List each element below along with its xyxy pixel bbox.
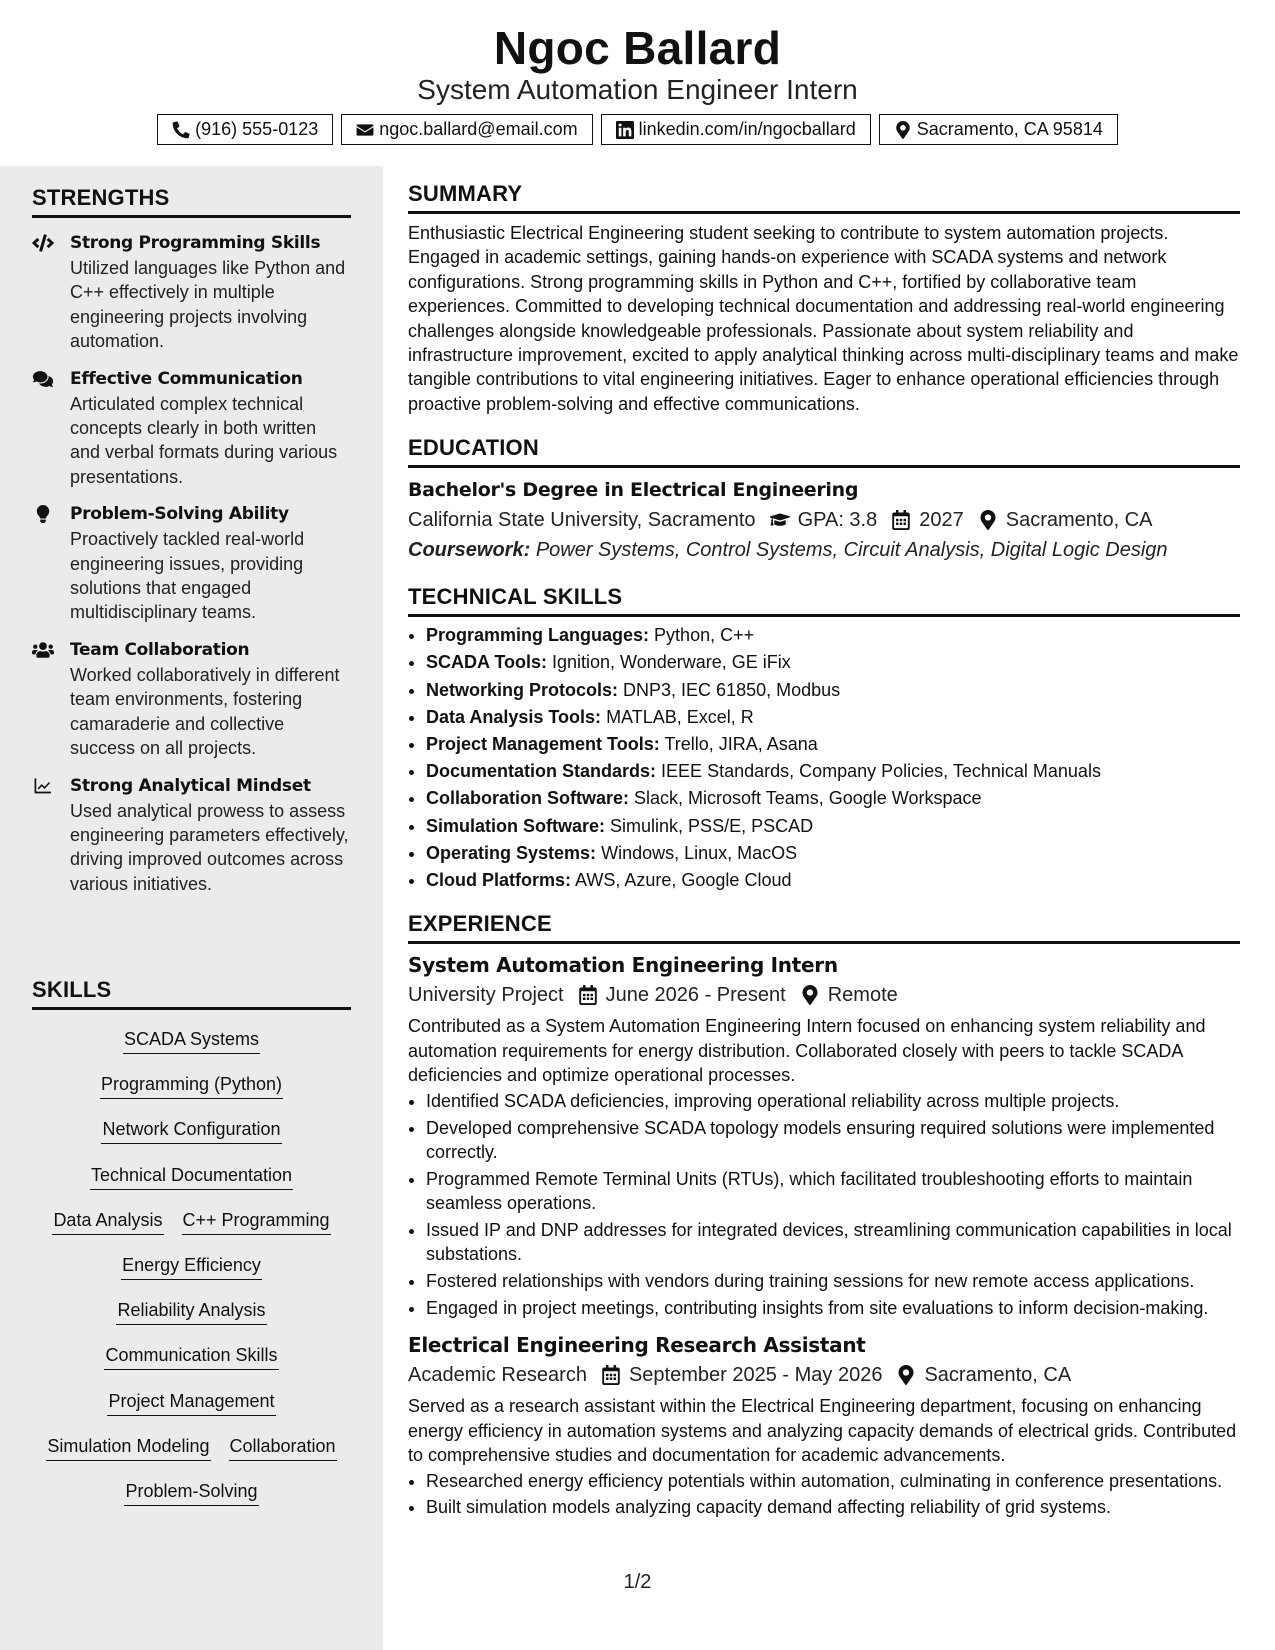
job-summary: Served as a research assistant within the Electrical Engineering department, focusing on enhancing energy efficiency in automation systems and analyzing capacity demands of electrical grids. Contributed to comprehensive studies and documentation for academic advancements. xyxy=(408,1396,1237,1466)
strengths-heading: STRENGTHS xyxy=(32,184,351,218)
summary-section xyxy=(408,180,1240,416)
skill-label: Data Analysis Tools: xyxy=(426,706,602,727)
list-item: • Identified SCADA deficiencies, improving operational reliability across multiple projects. xyxy=(426,1089,1240,1113)
technical-skills-section xyxy=(408,583,1240,892)
strengths-list xyxy=(32,230,351,908)
skill-label: Collaboration Software: xyxy=(426,788,630,809)
strength-desc: Proactively tackled real-world engineering issues, providing solutions that engaged multidisciplinary teams. xyxy=(70,529,305,623)
skill-label: Simulation Software: xyxy=(426,815,606,836)
job-location: Remote xyxy=(827,984,898,1007)
list-item xyxy=(426,650,1240,674)
map-pin-icon xyxy=(978,510,998,530)
job-bullets xyxy=(408,1469,1240,1520)
sidebar xyxy=(0,166,383,1650)
skill-label: Project Management Tools: xyxy=(426,734,660,755)
skill-chip: Reliability Analysis xyxy=(116,1297,266,1325)
skill-chip: C++ Programming xyxy=(182,1207,331,1235)
job-title: Electrical Engineering Research Assistant xyxy=(408,1333,866,1358)
skill-chip: Technical Documentation xyxy=(90,1162,293,1190)
strength-title: Team Collaboration xyxy=(70,639,250,660)
degree-title: Bachelor's Degree in Electrical Engineering xyxy=(408,479,859,502)
experience-section xyxy=(408,910,1240,1519)
graduation-cap-icon xyxy=(770,510,790,530)
skill-chip: Programming (Python) xyxy=(100,1071,283,1099)
strength-title: Strong Analytical Mindset xyxy=(70,775,311,796)
candidate-role: System Automation Engineer Intern xyxy=(417,74,858,105)
graduation-year: 2027 xyxy=(919,509,964,532)
skills-chips xyxy=(32,1026,351,1523)
list-item xyxy=(426,623,1240,647)
contact-location xyxy=(879,114,1118,145)
main-column xyxy=(408,166,1240,1522)
list-item xyxy=(426,759,1240,783)
map-pin-icon xyxy=(894,121,912,139)
coursework-label: Coursework: xyxy=(408,539,531,562)
job-dates: June 2026 - Present xyxy=(605,984,786,1007)
list-item xyxy=(426,678,1240,702)
list-item: • Researched energy efficiency potentials within automation, culminating in conference presentations. xyxy=(426,1469,1240,1493)
skills-heading: SKILLS xyxy=(32,976,351,1010)
skill-chip: Network Configuration xyxy=(101,1116,281,1144)
list-item: • Fostered relationships with vendors during training sessions for new remote access applications. xyxy=(426,1269,1240,1293)
job-meta xyxy=(408,1360,1240,1390)
strength-title: Problem-Solving Ability xyxy=(70,504,289,525)
calendar-icon xyxy=(601,1365,621,1385)
skill-value: Trello, JIRA, Asana xyxy=(664,734,818,755)
strength-item xyxy=(32,366,351,490)
skill-value: Ignition, Wonderware, GE iFix xyxy=(552,652,791,673)
envelope-icon xyxy=(356,121,374,139)
skill-label: Programming Languages: xyxy=(426,625,650,646)
skill-value: DNP3, IEC 61850, Modbus xyxy=(623,679,841,700)
strength-title: Effective Communication xyxy=(70,368,303,389)
skill-chip: Project Management xyxy=(107,1388,275,1416)
job-org: University Project xyxy=(408,984,564,1007)
skill-chip: SCADA Systems xyxy=(123,1026,260,1054)
code-icon xyxy=(32,230,70,354)
strength-desc: Worked collaboratively in different team environments, fostering camaraderie and collective success on all projects. xyxy=(70,664,340,759)
skill-label: Networking Protocols: xyxy=(426,679,619,700)
strength-title: Strong Programming Skills xyxy=(70,233,321,253)
strength-item xyxy=(32,230,351,354)
job-org: Academic Research xyxy=(408,1364,587,1387)
technical-skills-heading: TECHNICAL SKILLS xyxy=(408,583,1240,617)
users-icon xyxy=(32,637,70,761)
strength-item xyxy=(32,501,351,625)
coursework-list: Power Systems, Control Systems, Circuit Analysis, Digital Logic Design xyxy=(535,539,1168,562)
contact-linkedin[interactable] xyxy=(601,114,871,145)
education-heading: EDUCATION xyxy=(408,434,1240,468)
list-item: • Built simulation models analyzing capacity demand affecting reliability of grid systems. xyxy=(426,1495,1240,1519)
strength-desc: Used analytical prowess to assess engineering parameters effectively, driving improved outcomes across various initiatives. xyxy=(70,800,349,894)
resume-header xyxy=(0,0,1275,166)
coursework xyxy=(408,535,1240,565)
list-item xyxy=(426,732,1240,756)
skill-chip: Simulation Modeling xyxy=(46,1433,210,1461)
skill-chip: Collaboration xyxy=(229,1433,337,1461)
list-item xyxy=(426,705,1240,729)
contact-bar xyxy=(0,114,1275,145)
strength-item xyxy=(32,773,351,897)
education-meta xyxy=(408,505,1240,535)
contact-phone[interactable] xyxy=(157,114,333,145)
experience-heading: EXPERIENCE xyxy=(408,910,1240,944)
skill-value: IEEE Standards, Company Policies, Technical Manuals xyxy=(661,761,1101,782)
contact-email-text: ngoc.ballard@email.com xyxy=(379,119,578,139)
skill-value: Windows, Linux, MacOS xyxy=(601,842,798,863)
strength-desc: Articulated complex technical concepts clearly in both written and verbal formats during various presentations. xyxy=(70,393,338,487)
gpa: GPA: 3.8 xyxy=(797,509,878,532)
list-item: • Engaged in project meetings, contributing insights from site evaluations to inform decision-making. xyxy=(426,1296,1240,1320)
job-summary: Contributed as a System Automation Engineering Intern focused on enhancing system reliability and automation requirements for energy distribution. Collaborated closely with peers to tackle SCADA deficiencies and optimize operational processes. xyxy=(408,1016,1206,1086)
skill-value: MATLAB, Excel, R xyxy=(606,706,754,727)
calendar-icon xyxy=(891,510,911,530)
education-section xyxy=(408,434,1240,565)
strength-desc: Utilized languages like Python and C++ effectively in multiple engineering projects involving automation. xyxy=(70,258,346,352)
job-bullets xyxy=(408,1089,1240,1321)
job-title: System Automation Engineering Intern xyxy=(408,953,838,978)
strength-item xyxy=(32,637,351,761)
contact-email[interactable] xyxy=(341,114,592,145)
skill-value: AWS, Azure, Google Cloud xyxy=(575,870,792,891)
skill-value: Slack, Microsoft Teams, Google Workspace xyxy=(634,788,982,809)
list-item xyxy=(426,786,1240,810)
summary-heading: SUMMARY xyxy=(408,180,1240,214)
skill-value: Simulink, PSS/E, PSCAD xyxy=(610,815,814,836)
contact-linkedin-text: linkedin.com/in/ngocballard xyxy=(638,119,856,139)
skill-chip: Energy Efficiency xyxy=(121,1252,262,1280)
education-location: Sacramento, CA xyxy=(1005,509,1153,532)
map-pin-icon xyxy=(800,985,820,1005)
contact-phone-text: (916) 555-0123 xyxy=(195,119,319,139)
phone-icon xyxy=(172,121,190,139)
list-item xyxy=(426,868,1240,892)
school-name: California State University, Sacramento xyxy=(408,509,756,532)
comments-icon xyxy=(32,366,70,490)
chart-line-icon xyxy=(32,773,70,897)
list-item xyxy=(426,814,1240,838)
list-item: • Programmed Remote Terminal Units (RTUs), which facilitated troubleshooting efforts to maintain seamless operations. xyxy=(426,1167,1240,1216)
calendar-icon xyxy=(578,985,598,1005)
list-item: • Developed comprehensive SCADA topology models ensuring required solutions were implemented correctly. xyxy=(426,1116,1240,1165)
skill-chip: Problem-Solving xyxy=(124,1478,258,1506)
technical-skills-list xyxy=(408,623,1240,892)
linkedin-icon xyxy=(616,121,634,139)
skill-label: SCADA Tools: xyxy=(426,652,547,673)
skill-value: Python, C++ xyxy=(654,625,755,646)
page-number: 1/2 xyxy=(623,1571,652,1593)
job-dates: September 2025 - May 2026 xyxy=(628,1364,883,1387)
map-pin-icon xyxy=(896,1365,916,1385)
skill-label: Documentation Standards: xyxy=(426,761,657,782)
job-meta xyxy=(408,980,1240,1010)
skill-chip: Communication Skills xyxy=(104,1342,278,1370)
skill-label: Cloud Platforms: xyxy=(426,870,572,891)
lightbulb-icon xyxy=(32,501,70,625)
skill-label: Operating Systems: xyxy=(426,842,597,863)
skill-chip: Data Analysis xyxy=(52,1207,163,1235)
job-location: Sacramento, CA xyxy=(924,1364,1072,1387)
list-item: • Issued IP and DNP addresses for integrated devices, streamlining communication capabilities in local substations. xyxy=(426,1218,1240,1267)
summary-text: Enthusiastic Electrical Engineering student seeking to contribute to system automation projects. Engaged in academic settings, gaining hands-on experience with SCADA systems and network configurations. Strong programming skills in Python and C++, fortified by collaborative team experiences. Committed to developing technical documentation and addressing real-world engineering challenges alongside knowledgeable professionals. Passionate about system reliability and infrastructure improvement, excited to apply analytical thinking across multi-disciplinary teams and make tangible contributions to vital engineering initiatives. Eager to enhance operational efficiencies through proactive problem-solving and effective communications. xyxy=(408,223,1239,414)
contact-location-text: Sacramento, CA 95814 xyxy=(916,119,1103,139)
list-item xyxy=(426,841,1240,865)
candidate-name: Ngoc Ballard xyxy=(493,22,782,74)
